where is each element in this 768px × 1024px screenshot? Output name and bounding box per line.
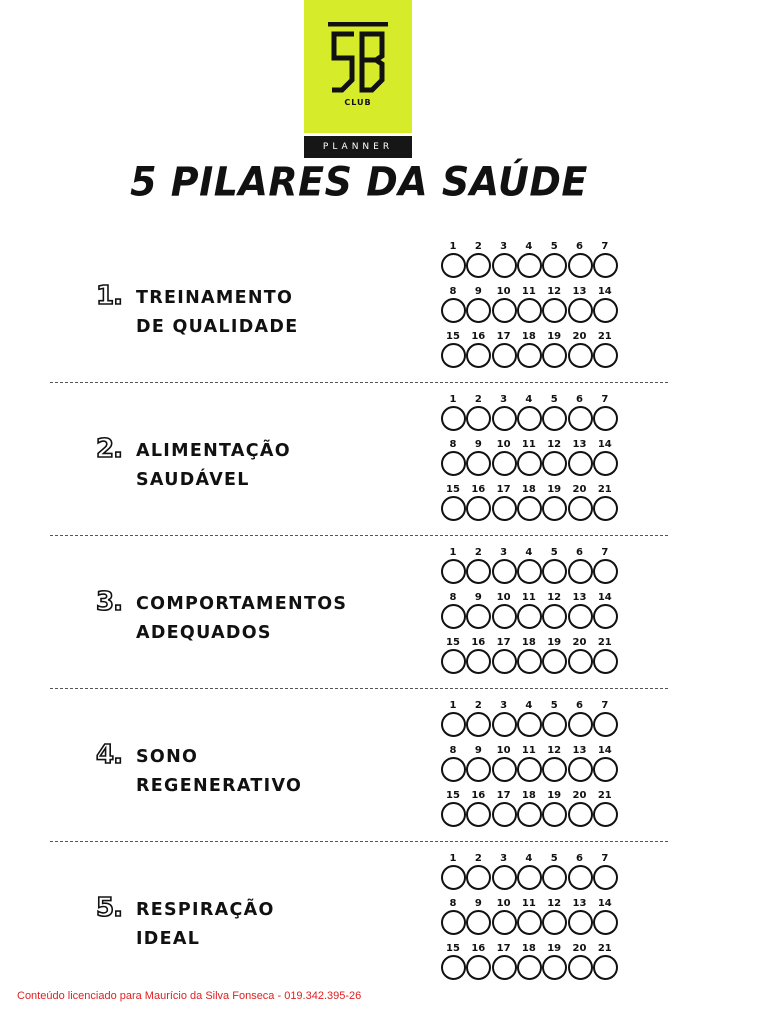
day-tracker (440, 853, 620, 988)
day-circle-row (440, 712, 620, 738)
day-checkbox[interactable] (593, 649, 618, 674)
day-checkbox[interactable] (593, 757, 618, 782)
day-circle-row (440, 253, 620, 279)
day-number: 4 (525, 394, 533, 405)
pillar-section (50, 386, 668, 536)
day-number: 7 (601, 547, 609, 558)
tracker-row (440, 745, 620, 790)
tracker-row (440, 439, 620, 484)
pillar-label-line: ALIMENTAÇÃO (136, 441, 291, 461)
day-checkbox[interactable] (542, 253, 567, 278)
day-number: 15 (446, 637, 460, 648)
day-checkbox[interactable] (441, 343, 466, 368)
day-checkbox[interactable] (466, 406, 491, 431)
day-number: 4 (525, 853, 533, 864)
tracker-row (440, 790, 620, 835)
day-checkbox[interactable] (593, 865, 618, 890)
page-title: 5 PILARES DA SAÚDE (130, 158, 588, 206)
day-number: 17 (496, 790, 511, 801)
day-checkbox[interactable] (466, 604, 491, 629)
day-number: 15 (446, 484, 460, 495)
day-number: 17 (496, 484, 511, 495)
day-number: 16 (471, 484, 486, 495)
day-checkbox[interactable] (441, 649, 466, 674)
day-number: 9 (474, 592, 482, 603)
day-number: 6 (576, 241, 583, 252)
section-divider (50, 535, 668, 536)
day-number-row (440, 286, 620, 298)
day-circle-row (440, 406, 620, 432)
day-checkbox[interactable] (568, 298, 593, 323)
day-checkbox[interactable] (466, 910, 491, 935)
day-checkbox[interactable] (466, 757, 491, 782)
day-number: 4 (525, 547, 533, 558)
day-checkbox[interactable] (517, 865, 542, 890)
day-number: 16 (471, 637, 486, 648)
day-number: 9 (474, 898, 482, 909)
pillar-label-line: COMPORTAMENTOS (136, 594, 348, 614)
day-checkbox[interactable] (492, 451, 517, 476)
tracker-row (440, 484, 620, 529)
day-number: 8 (449, 898, 457, 909)
tracker-row (440, 853, 620, 898)
day-checkbox[interactable] (466, 865, 491, 890)
day-checkbox[interactable] (517, 253, 542, 278)
day-checkbox[interactable] (492, 865, 517, 890)
day-checkbox[interactable] (593, 604, 618, 629)
day-checkbox[interactable] (517, 559, 542, 584)
day-number: 20 (572, 790, 587, 801)
day-checkbox[interactable] (517, 496, 542, 521)
day-checkbox[interactable] (492, 604, 517, 629)
day-checkbox[interactable] (593, 496, 618, 521)
day-checkbox[interactable] (492, 298, 517, 323)
day-checkbox[interactable] (568, 559, 593, 584)
day-number: 17 (496, 943, 511, 954)
day-number: 6 (576, 394, 583, 405)
day-tracker (440, 241, 620, 376)
day-number: 1 (449, 394, 457, 405)
day-number: 20 (572, 637, 587, 648)
day-checkbox[interactable] (492, 253, 517, 278)
day-checkbox[interactable] (568, 253, 593, 278)
day-number: 2 (474, 394, 482, 405)
tracker-row (440, 241, 620, 286)
day-number: 11 (521, 898, 536, 909)
day-number: 14 (597, 286, 612, 297)
day-number: 7 (601, 700, 609, 711)
day-number: 1 (449, 241, 457, 252)
day-number: 20 (572, 484, 587, 495)
pillar-label (136, 437, 291, 495)
section-divider (50, 382, 668, 383)
day-number-row (440, 745, 620, 757)
tracker-row (440, 394, 620, 439)
day-number: 17 (496, 331, 511, 342)
pillar-label-line: SAUDÁVEL (136, 470, 250, 490)
day-number: 19 (547, 331, 562, 342)
day-checkbox[interactable] (517, 712, 542, 737)
day-number-row (440, 331, 620, 343)
day-number: 8 (449, 439, 457, 450)
pillar-number: 1. (96, 281, 122, 311)
day-checkbox[interactable] (568, 343, 593, 368)
day-number-row (440, 592, 620, 604)
day-number: 10 (496, 439, 511, 450)
day-number-row (440, 547, 620, 559)
day-number: 15 (446, 943, 460, 954)
day-checkbox[interactable] (441, 955, 466, 980)
day-checkbox[interactable] (441, 298, 466, 323)
day-checkbox[interactable] (466, 253, 491, 278)
pillar-section (50, 233, 668, 383)
pillar-number: 2. (96, 434, 122, 464)
day-checkbox[interactable] (593, 451, 618, 476)
day-number: 6 (576, 853, 583, 864)
day-checkbox[interactable] (492, 649, 517, 674)
day-checkbox[interactable] (466, 712, 491, 737)
day-number: 11 (521, 439, 536, 450)
day-number: 9 (474, 745, 482, 756)
day-checkbox[interactable] (593, 406, 618, 431)
day-checkbox[interactable] (517, 604, 542, 629)
pillar-label (136, 743, 302, 801)
day-number: 1 (449, 700, 457, 711)
day-checkbox[interactable] (568, 649, 593, 674)
day-checkbox[interactable] (441, 406, 466, 431)
day-number: 10 (496, 745, 511, 756)
day-checkbox[interactable] (492, 757, 517, 782)
day-number: 13 (572, 439, 587, 450)
day-number: 16 (471, 943, 486, 954)
tracker-row (440, 898, 620, 943)
pillar-label (136, 590, 347, 648)
day-number: 11 (521, 592, 536, 603)
day-number: 18 (521, 790, 536, 801)
day-number: 14 (597, 439, 612, 450)
day-number: 13 (572, 898, 587, 909)
pillar-label-line: SONO (136, 747, 199, 767)
day-checkbox[interactable] (542, 298, 567, 323)
tracker-row (440, 547, 620, 592)
day-checkbox[interactable] (466, 802, 491, 827)
pillar-label-line: RESPIRAÇÃO (136, 900, 275, 920)
day-checkbox[interactable] (568, 496, 593, 521)
day-checkbox[interactable] (542, 955, 567, 980)
day-circle-row (440, 865, 620, 891)
day-number: 15 (446, 331, 460, 342)
day-checkbox[interactable] (492, 910, 517, 935)
day-checkbox[interactable] (568, 451, 593, 476)
day-checkbox[interactable] (593, 343, 618, 368)
tracker-row (440, 592, 620, 637)
day-circle-row (440, 955, 620, 981)
day-number-row (440, 943, 620, 955)
day-circle-row (440, 343, 620, 369)
day-checkbox[interactable] (441, 496, 466, 521)
day-checkbox[interactable] (517, 649, 542, 674)
day-checkbox[interactable] (492, 955, 517, 980)
day-checkbox[interactable] (517, 406, 542, 431)
day-number-row (440, 853, 620, 865)
day-number: 5 (550, 547, 558, 558)
day-number: 12 (547, 439, 562, 450)
day-number: 13 (572, 592, 587, 603)
day-tracker (440, 700, 620, 835)
day-circle-row (440, 496, 620, 522)
day-number: 10 (496, 592, 511, 603)
day-checkbox[interactable] (466, 955, 491, 980)
day-number: 18 (521, 637, 536, 648)
day-checkbox[interactable] (542, 406, 567, 431)
pillar-label-line: ADEQUADOS (136, 623, 272, 643)
day-number: 19 (547, 484, 562, 495)
day-checkbox[interactable] (517, 910, 542, 935)
day-number: 8 (449, 745, 457, 756)
day-checkbox[interactable] (492, 496, 517, 521)
day-checkbox[interactable] (466, 451, 491, 476)
day-circle-row (440, 649, 620, 675)
pillar-label-line: REGENERATIVO (136, 776, 303, 796)
day-checkbox[interactable] (517, 298, 542, 323)
pillar-label (136, 284, 298, 342)
day-number: 18 (521, 331, 536, 342)
day-number: 12 (547, 592, 562, 603)
sb-club-logo-icon (324, 22, 392, 96)
pillar-number: 5. (96, 893, 122, 923)
day-checkbox[interactable] (492, 406, 517, 431)
pillar-section (50, 845, 668, 995)
day-number: 3 (500, 394, 508, 405)
day-number: 5 (550, 700, 558, 711)
day-circle-row (440, 910, 620, 936)
day-number: 6 (576, 700, 583, 711)
day-number: 12 (547, 286, 562, 297)
day-checkbox[interactable] (441, 559, 466, 584)
pillar-label-line: DE QUALIDADE (136, 317, 299, 337)
day-checkbox[interactable] (593, 712, 618, 737)
day-checkbox[interactable] (542, 865, 567, 890)
day-checkbox[interactable] (542, 712, 567, 737)
day-checkbox[interactable] (542, 496, 567, 521)
day-number: 7 (601, 394, 609, 405)
day-number: 18 (521, 484, 536, 495)
tracker-row (440, 700, 620, 745)
tracker-row (440, 331, 620, 376)
day-number-row (440, 439, 620, 451)
day-checkbox[interactable] (466, 298, 491, 323)
day-number: 10 (496, 898, 511, 909)
day-number: 3 (500, 547, 508, 558)
tracker-row (440, 286, 620, 331)
day-checkbox[interactable] (441, 910, 466, 935)
planner-tag: PLANNER (304, 136, 412, 158)
day-number: 21 (597, 331, 612, 342)
day-number: 20 (572, 331, 587, 342)
day-checkbox[interactable] (466, 496, 491, 521)
day-checkbox[interactable] (568, 604, 593, 629)
day-number: 10 (496, 286, 511, 297)
day-number: 19 (547, 637, 562, 648)
day-number: 7 (601, 853, 609, 864)
day-circle-row (440, 757, 620, 783)
logo (304, 0, 412, 133)
day-checkbox[interactable] (593, 910, 618, 935)
day-number-row (440, 898, 620, 910)
pillar-label (136, 896, 275, 954)
day-number: 1 (449, 853, 457, 864)
day-circle-row (440, 298, 620, 324)
day-checkbox[interactable] (593, 802, 618, 827)
day-number: 14 (597, 745, 612, 756)
day-number-row (440, 484, 620, 496)
day-checkbox[interactable] (441, 253, 466, 278)
day-checkbox[interactable] (542, 343, 567, 368)
day-number: 8 (449, 592, 457, 603)
day-checkbox[interactable] (492, 802, 517, 827)
day-checkbox[interactable] (466, 649, 491, 674)
day-checkbox[interactable] (441, 604, 466, 629)
day-checkbox[interactable] (568, 955, 593, 980)
pillar-number: 4. (96, 740, 122, 770)
day-number: 19 (547, 790, 562, 801)
day-number: 13 (572, 745, 587, 756)
day-circle-row (440, 451, 620, 477)
day-number: 19 (547, 943, 562, 954)
day-number: 3 (500, 241, 508, 252)
pillar-number: 3. (96, 587, 122, 617)
day-number: 21 (597, 943, 612, 954)
day-number: 21 (597, 484, 612, 495)
day-checkbox[interactable] (517, 757, 542, 782)
day-checkbox[interactable] (441, 712, 466, 737)
day-checkbox[interactable] (441, 865, 466, 890)
day-checkbox[interactable] (466, 559, 491, 584)
pillar-label-line: TREINAMENTO (136, 288, 294, 308)
day-checkbox[interactable] (542, 559, 567, 584)
section-divider (50, 688, 668, 689)
day-checkbox[interactable] (517, 802, 542, 827)
day-number: 5 (550, 394, 558, 405)
day-number: 21 (597, 790, 612, 801)
day-circle-row (440, 604, 620, 630)
day-checkbox[interactable] (593, 955, 618, 980)
day-number: 5 (550, 241, 558, 252)
day-checkbox[interactable] (542, 649, 567, 674)
day-number: 16 (471, 331, 486, 342)
day-number: 20 (572, 943, 587, 954)
pillar-label-line: IDEAL (136, 929, 201, 949)
day-checkbox[interactable] (441, 451, 466, 476)
day-checkbox[interactable] (492, 559, 517, 584)
day-number: 21 (597, 637, 612, 648)
day-number: 6 (576, 547, 583, 558)
day-checkbox[interactable] (542, 802, 567, 827)
day-tracker (440, 547, 620, 682)
day-checkbox[interactable] (568, 757, 593, 782)
day-checkbox[interactable] (568, 910, 593, 935)
section-divider (50, 841, 668, 842)
day-number: 7 (601, 241, 609, 252)
day-checkbox[interactable] (492, 343, 517, 368)
day-checkbox[interactable] (542, 451, 567, 476)
day-checkbox[interactable] (568, 712, 593, 737)
day-number: 15 (446, 790, 460, 801)
day-number: 16 (471, 790, 486, 801)
day-checkbox[interactable] (517, 343, 542, 368)
day-number: 12 (547, 898, 562, 909)
day-number: 14 (597, 592, 612, 603)
day-checkbox[interactable] (542, 604, 567, 629)
day-number: 3 (500, 853, 508, 864)
day-checkbox[interactable] (441, 802, 466, 827)
day-checkbox[interactable] (441, 757, 466, 782)
day-checkbox[interactable] (517, 451, 542, 476)
day-tracker (440, 394, 620, 529)
day-circle-row (440, 802, 620, 828)
day-number: 13 (572, 286, 587, 297)
day-checkbox[interactable] (568, 406, 593, 431)
pillar-section (50, 539, 668, 689)
day-number: 4 (525, 241, 533, 252)
day-number-row (440, 637, 620, 649)
day-number: 2 (474, 547, 482, 558)
day-number-row (440, 790, 620, 802)
day-number: 9 (474, 439, 482, 450)
day-number: 2 (474, 853, 482, 864)
day-number: 17 (496, 637, 511, 648)
day-number: 5 (550, 853, 558, 864)
day-number: 11 (521, 286, 536, 297)
day-checkbox[interactable] (593, 559, 618, 584)
logo-club-text: CLUB (344, 98, 372, 107)
day-checkbox[interactable] (492, 712, 517, 737)
day-number: 2 (474, 700, 482, 711)
tracker-row (440, 943, 620, 988)
day-checkbox[interactable] (542, 757, 567, 782)
day-number: 1 (449, 547, 457, 558)
day-circle-row (440, 559, 620, 585)
day-number-row (440, 241, 620, 253)
day-number: 18 (521, 943, 536, 954)
day-checkbox[interactable] (568, 865, 593, 890)
day-number: 12 (547, 745, 562, 756)
license-notice: Conteúdo licenciado para Maurício da Silva Fonseca - 019.342.395-26 (17, 990, 362, 1002)
day-number: 9 (474, 286, 482, 297)
day-checkbox[interactable] (466, 343, 491, 368)
day-checkbox[interactable] (517, 955, 542, 980)
pillar-section (50, 692, 668, 842)
day-number-row (440, 700, 620, 712)
day-checkbox[interactable] (593, 298, 618, 323)
day-number-row (440, 394, 620, 406)
day-number: 11 (521, 745, 536, 756)
day-number: 4 (525, 700, 533, 711)
day-number: 3 (500, 700, 508, 711)
tracker-row (440, 637, 620, 682)
day-number: 8 (449, 286, 457, 297)
day-checkbox[interactable] (593, 253, 618, 278)
day-checkbox[interactable] (542, 910, 567, 935)
day-number: 2 (474, 241, 482, 252)
day-checkbox[interactable] (568, 802, 593, 827)
day-number: 14 (597, 898, 612, 909)
